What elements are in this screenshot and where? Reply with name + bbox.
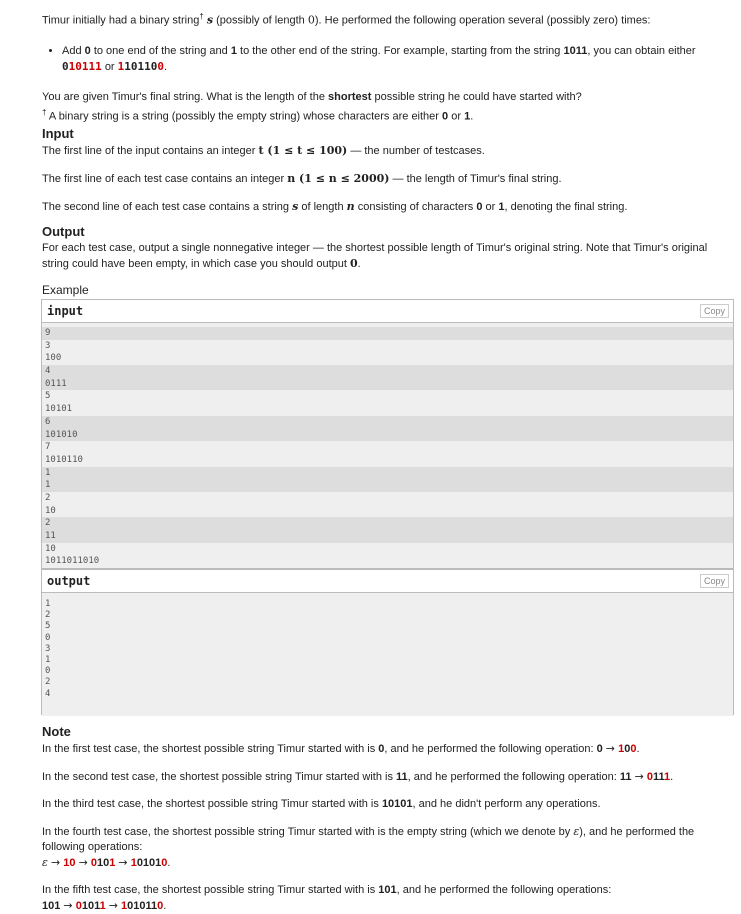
input-box-title: input bbox=[47, 304, 84, 318]
problem-statement bbox=[42, 9, 722, 124]
input-line-2: The first line of each test case contains an integer n (1 ≤ n ≤ 2000) — the length of Timur's final string. bbox=[42, 172, 562, 185]
input-line: 2 bbox=[42, 517, 733, 530]
input-line: 2 bbox=[42, 492, 733, 505]
note-case-5: In the fifth test case, the shortest possible string Timur started with is 101, and he performed the following operations: 101 → 01011 → 1010110. bbox=[42, 884, 612, 912]
example-heading: Example bbox=[42, 283, 89, 297]
output-line: 0 bbox=[45, 632, 51, 643]
output-line: 2 bbox=[45, 677, 51, 688]
statement-intro: Timur initially had a binary string† s (possibly of length 0). He performed the following operation several (possibly zero) times: bbox=[42, 12, 651, 27]
input-line: 10 bbox=[42, 543, 733, 556]
output-line: 4 bbox=[45, 688, 51, 699]
footnote: † A binary string is a string (possibly the empty string) whose characters are either 0 or 1. bbox=[42, 107, 474, 123]
question-text: You are given Timur's final string. What is the length of the shortest possible string he could have started with? bbox=[42, 90, 582, 103]
output-copy-button[interactable]: Copy bbox=[700, 574, 729, 588]
note-case-1: In the first test case, the shortest possible string Timur started with is 0, and he performed the following operation: 0 → 100. bbox=[42, 742, 640, 755]
output-line: 3 bbox=[45, 643, 51, 654]
note-case-4: In the fourth test case, the shortest possible string Timur started with is the empty string (which we denote by ε), and he performed the following operations: ε → 10 → 0101 → 101010. bbox=[42, 825, 695, 869]
input-line: 1 bbox=[42, 479, 733, 492]
note-section bbox=[42, 724, 722, 914]
input-line: 101010 bbox=[42, 429, 733, 442]
output-heading: Output bbox=[42, 224, 85, 239]
input-section bbox=[42, 126, 722, 215]
output-line: 1 bbox=[45, 599, 51, 609]
output-line: 5 bbox=[45, 621, 51, 632]
input-line: 1010110 bbox=[42, 454, 733, 467]
note-case-3: In the third test case, the shortest possible string Timur started with is 10101, and he didn't perform any operations. bbox=[42, 798, 601, 810]
input-line: 4 bbox=[42, 365, 733, 378]
note-case-2: In the second test case, the shortest possible string Timur started with is 11, and he performed the following operation: 11 → 0111. bbox=[42, 770, 674, 783]
input-line-3: The second line of each test case contains a string s of length n consisting of characters 0 or 1, denoting the final string. bbox=[42, 200, 628, 213]
example-input-box bbox=[41, 299, 734, 569]
input-heading: Input bbox=[42, 126, 74, 141]
input-line: 7 bbox=[42, 441, 733, 454]
output-section bbox=[42, 224, 722, 272]
output-line: 1 bbox=[45, 654, 51, 665]
note-heading: Note bbox=[42, 724, 71, 739]
input-line: 0111 bbox=[42, 378, 733, 391]
input-box-body bbox=[42, 323, 733, 568]
operation-list bbox=[42, 43, 722, 75]
input-line: 1 bbox=[42, 467, 733, 480]
input-line: 11 bbox=[42, 530, 733, 543]
output-box-header bbox=[42, 570, 733, 593]
output-box-title: output bbox=[47, 574, 91, 588]
input-line: 10101 bbox=[42, 403, 733, 416]
input-line: 100 bbox=[42, 352, 733, 365]
output-text: For each test case, output a single nonnegative integer — the shortest possible length of Timur's original string. Note that Timur's original string could have been empty, in which case you should output 0. bbox=[42, 242, 708, 270]
input-line: 3 bbox=[42, 340, 733, 353]
output-line: 2 bbox=[45, 610, 51, 621]
input-line: 9 bbox=[42, 327, 733, 340]
output-box-body bbox=[42, 593, 733, 716]
input-line: 1011011010 bbox=[42, 555, 733, 568]
operation-item: • Add 0 to one end of the string and 1 to the other end of the string. For example, starting from the string 1011, you can obtain either 010111 or 1101100. bbox=[62, 43, 722, 75]
output-line: 0 bbox=[45, 666, 51, 677]
example-output-box bbox=[41, 569, 734, 715]
input-copy-button[interactable]: Copy bbox=[700, 304, 729, 318]
input-line: 10 bbox=[42, 505, 733, 518]
input-line-1: The first line of the input contains an integer t (1 ≤ t ≤ 100) — the number of testcases. bbox=[42, 144, 485, 157]
input-line: 5 bbox=[42, 390, 733, 403]
input-line: 6 bbox=[42, 416, 733, 429]
input-box-header bbox=[42, 300, 733, 323]
